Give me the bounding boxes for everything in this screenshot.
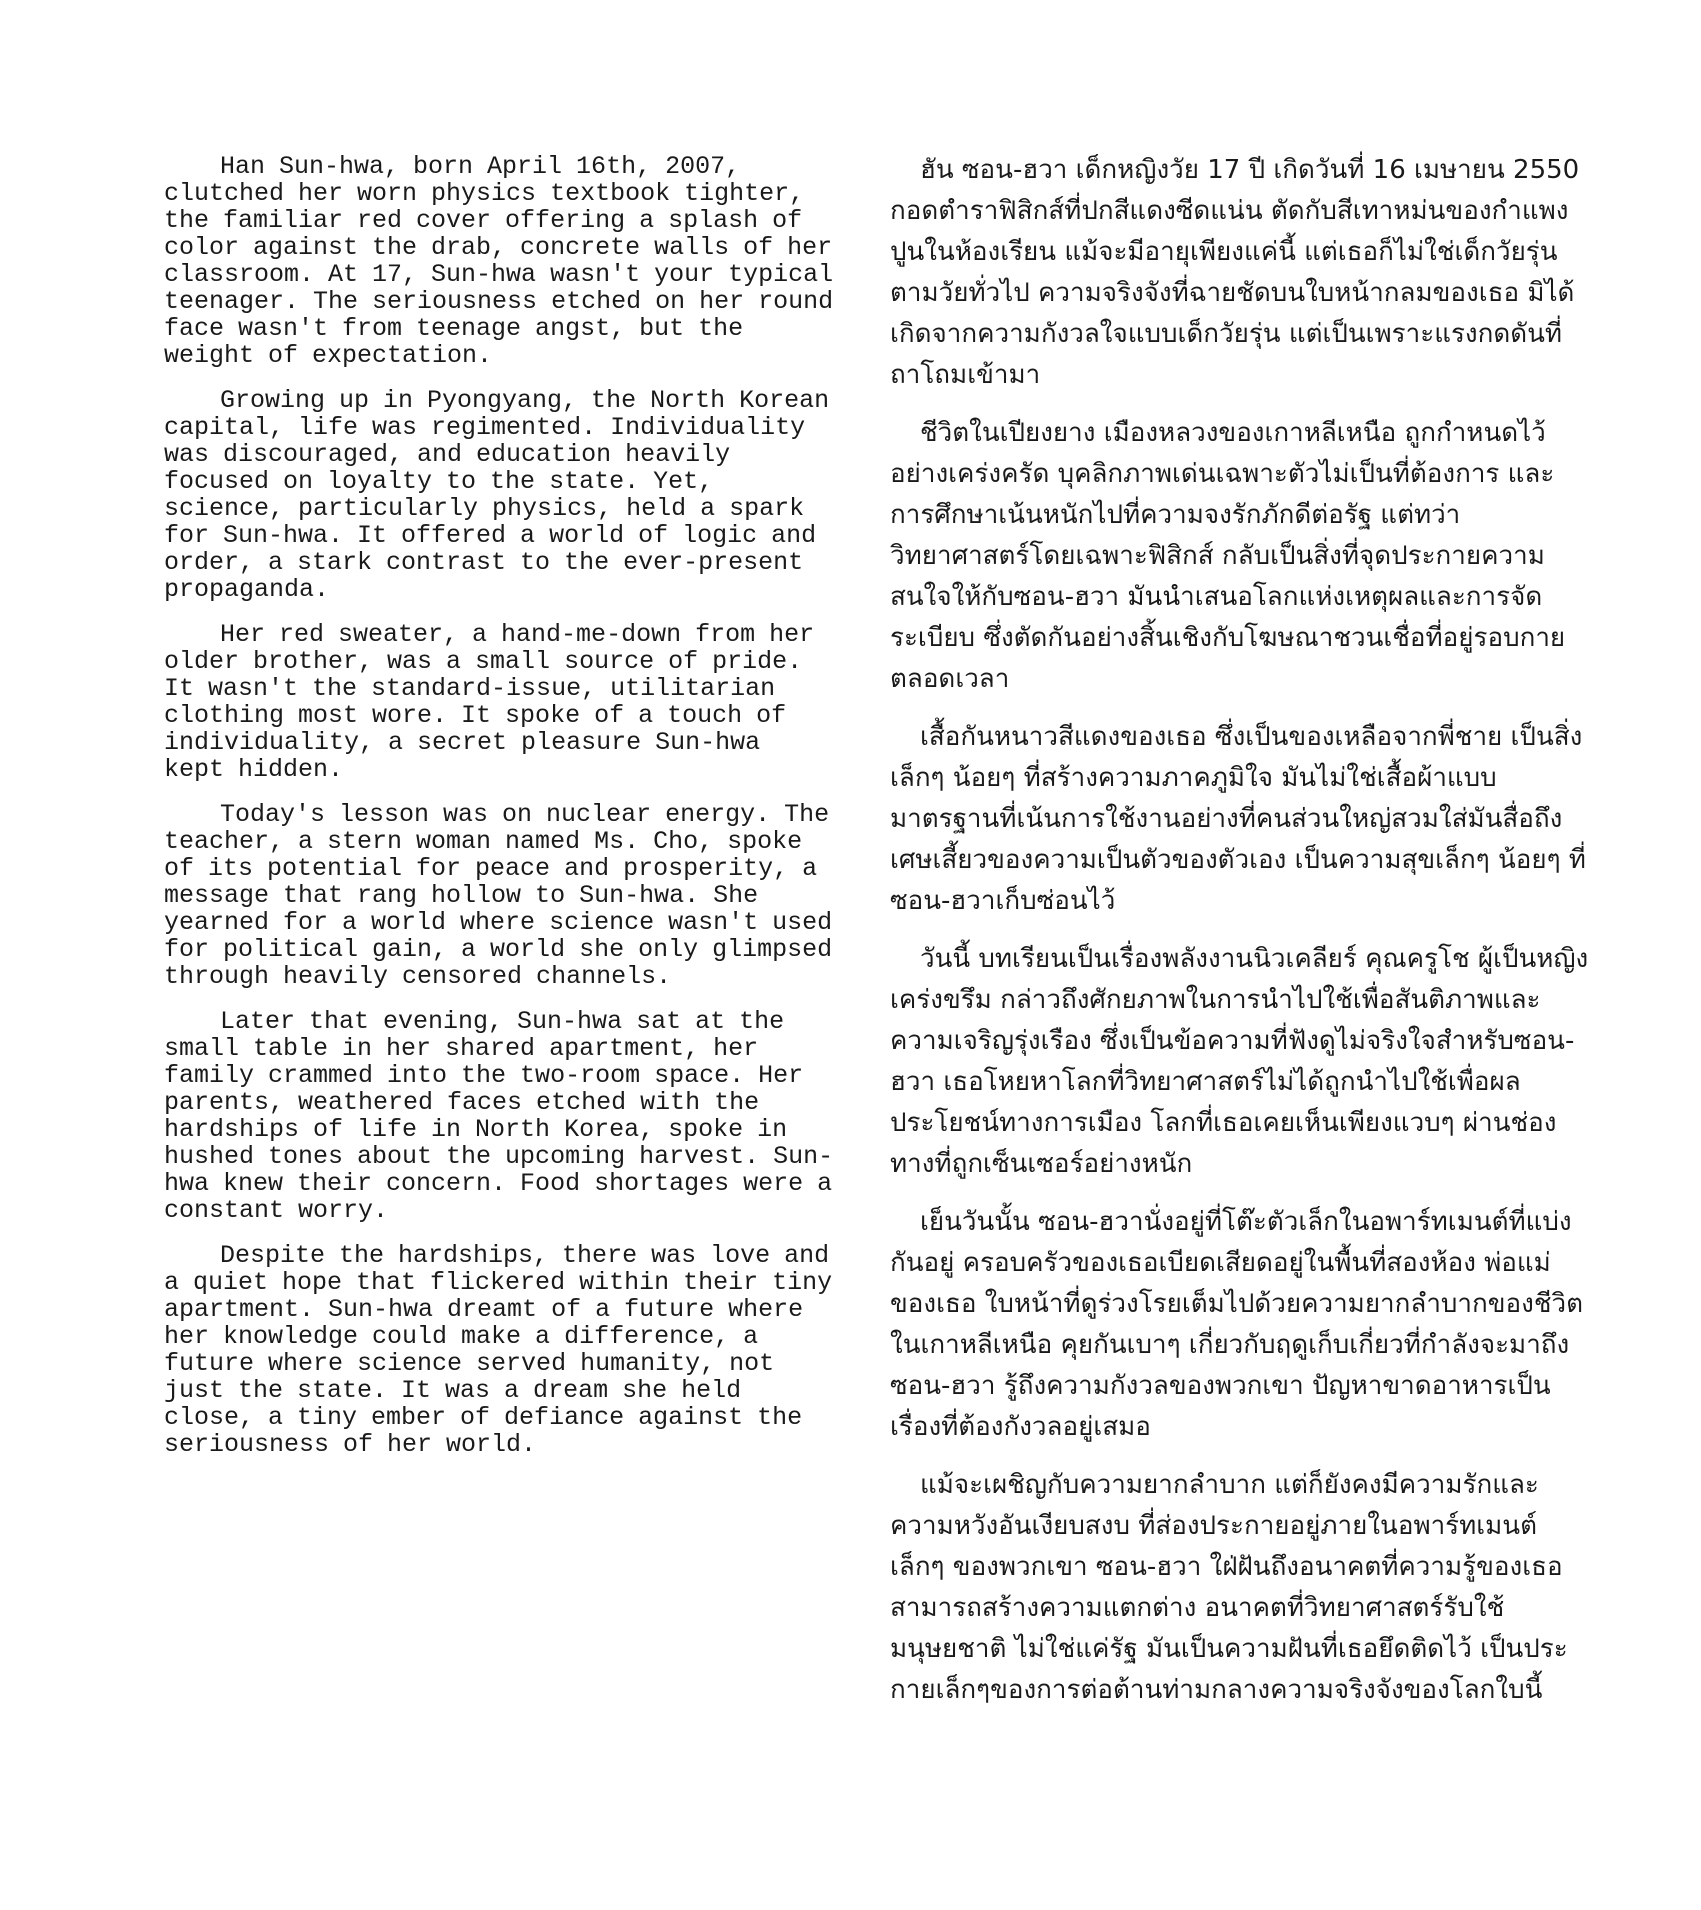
thai-paragraph-3: เสื้อกันหนาวสีแดงของเธอ ซึ่งเป็นของเหลือจากพี่ชาย เป็นสิ่งเล็กๆ น้อยๆ ที่สร้างความภาคภูมิใจ มันไม่ใช่เสื้อผ้าแบบมาตรฐานที่เน้นการใช้งานอย่างที่คนส่วนใหญ่สวมใส่มันสื่อถึงเศษเสี้ยวของความเป็นตัวของตัวเอง เป็นความสุขเล็กๆ น้อยๆ ที่ซอน-ฮวาเก็บซ่อนไว้: [890, 722, 1586, 916]
english-column: [164, 153, 834, 1476]
english-paragraph-1: Han Sun-hwa, born April 16th, 2007, clutched her worn physics textbook tighter, the familiar red cover offering a splash of color against the drab, concrete walls of her classroom. At 17, Sun-hwa wasn't your typical teenager. The seriousness etched on her round face wasn't from teenage angst, but the weight of expectation.: [164, 152, 834, 370]
english-paragraph-6: Despite the hardships, there was love and a quiet hope that flickered within their tiny apartment. Sun-hwa dreamt of a future where her knowledge could make a difference, a future where science served humanity, not just the state. It was a dream she held close, a tiny ember of defiance against the seriousness of her world.: [164, 1241, 833, 1459]
thai-paragraph-4: วันนี้ บทเรียนเป็นเรื่องพลังงานนิวเคลียร์ คุณครูโช ผู้เป็นหญิงเคร่งขรึม กล่าวถึงศักยภาพในการนำไปใช้เพื่อสันติภาพและความเจริญรุ่งเรือง ซึ่งเป็นข้อความที่ฟังดูไม่จริงใจสำหรับซอน-ฮวา เธอโหยหาโลกที่วิทยาศาสตร์ไม่ได้ถูกนำไปใช้เพื่อผลประโยชน์ทางการเมือง โลกที่เธอเคยเห็นเพียงแวบๆ ผ่านช่องทางที่ถูกเซ็นเซอร์อย่างหนัก: [890, 944, 1589, 1179]
thai-paragraph-1: ฮัน ซอน-ฮวา เด็กหญิงวัย 17 ปี เกิดวันที่ 16 เมษายน 2550 กอดตำราฟิสิกส์ที่ปกสีแดงซีดแน่น ตัดกับสีเทาหม่นของกำแพงปูนในห้องเรียน แม้จะมีอายุเพียงแค่นี้ แต่เธอก็ไม่ใช่เด็กวัยรุ่นตามวัยทั่วไป ความจริงจังที่ฉายชัดบนใบหน้ากลมของเธอ มิได้เกิดจากความกังวลใจแบบเด็กวัยรุ่น แต่เป็นเพราะแรงกดดันที่ถาโถมเข้ามา: [890, 155, 1580, 390]
thai-paragraph-6: แม้จะเผชิญกับความยากลำบาก แต่ก็ยังคงมีความรักและความหวังอันเงียบสงบ ที่ส่องประกายอยู่ภายในอพาร์ทเมนต์เล็กๆ ของพวกเขา ซอน-ฮวา ใฝ่ฝันถึงอนาคตที่ความรู้ของเธอสามารถสร้างความแตกต่าง อนาคตที่วิทยาศาสตร์รับใช้มนุษยชาติ ไม่ใช่แค่รัฐ มันเป็นความฝันที่เธอยึดติดไว้ เป็นประกายเล็กๆของการต่อต้านท่ามกลางความจริงจังของโลกใบนี้: [890, 1470, 1568, 1705]
english-paragraph-4: Today's lesson was on nuclear energy. The teacher, a stern woman named Ms. Cho, spoke of its potential for peace and prosperity, a message that rang hollow to Sun-hwa. She yearned for a world where science wasn't used for political gain, a world she only glimpsed through heavily censored channels.: [164, 800, 833, 991]
english-paragraph-2: Growing up in Pyongyang, the North Korean capital, life was regimented. Individuality was discouraged, and education heavily focused on loyalty to the state. Yet, science, particularly physics, held a spark for Sun-hwa. It offered a world of logic and order, a stark contrast to the ever-present propaganda.: [164, 386, 830, 604]
thai-column: [890, 150, 1590, 1728]
english-paragraph-3: Her red sweater, a hand-me-down from her older brother, was a small source of pride. It wasn't the standard-issue, utilitarian clothing most wore. It spoke of a touch of individuality, a secret pleasure Sun-hwa kept hidden.: [164, 620, 815, 784]
thai-paragraph-5: เย็นวันนั้น ซอน-ฮวานั่งอยู่ที่โต๊ะตัวเล็กในอพาร์ทเมนต์ที่แบ่งกันอยู่ ครอบครัวของเธอเบียดเสียดอยู่ในพื้นที่สองห้อง พ่อแม่ของเธอ ใบหน้าที่ดูร่วงโรยเต็มไปด้วยความยากลำบากของชีวิตในเกาหลีเหนือ คุยกันเบาๆ เกี่ยวกับฤดูเก็บเกี่ยวที่กำลังจะมาถึง ซอน-ฮวา รู้ถึงความกังวลของพวกเขา ปัญหาขาดอาหารเป็นเรื่องที่ต้องกังวลอยู่เสมอ: [890, 1207, 1583, 1442]
english-paragraph-5: Later that evening, Sun-hwa sat at the small table in her shared apartment, her family crammed into the two-room space. Her parents, weathered faces etched with the hardships of life in North Korea, spoke in hushed tones about the upcoming harvest. Sun-hwa knew their concern. Food shortages were a constant worry.: [164, 1007, 834, 1225]
thai-paragraph-2: ชีวิตในเปียงยาง เมืองหลวงของเกาหลีเหนือ ถูกกำหนดไว้อย่างเคร่งครัด บุคลิกภาพเด่นเฉพาะตัวไม่เป็นที่ต้องการ และการศึกษาเน้นหนักไปที่ความจงรักภักดีต่อรัฐ แต่ทว่าวิทยาศาสตร์โดยเฉพาะฟิสิกส์ กลับเป็นสิ่งที่จุดประกายความสนใจให้กับซอน-ฮวา มันนำเสนอโลกแห่งเหตุผลและการจัดระเบียบ ซึ่งตัดกันอย่างสิ้นเชิงกับโฆษณาชวนเชื่อที่อยู่รอบกายตลอดเวลา: [890, 418, 1566, 694]
